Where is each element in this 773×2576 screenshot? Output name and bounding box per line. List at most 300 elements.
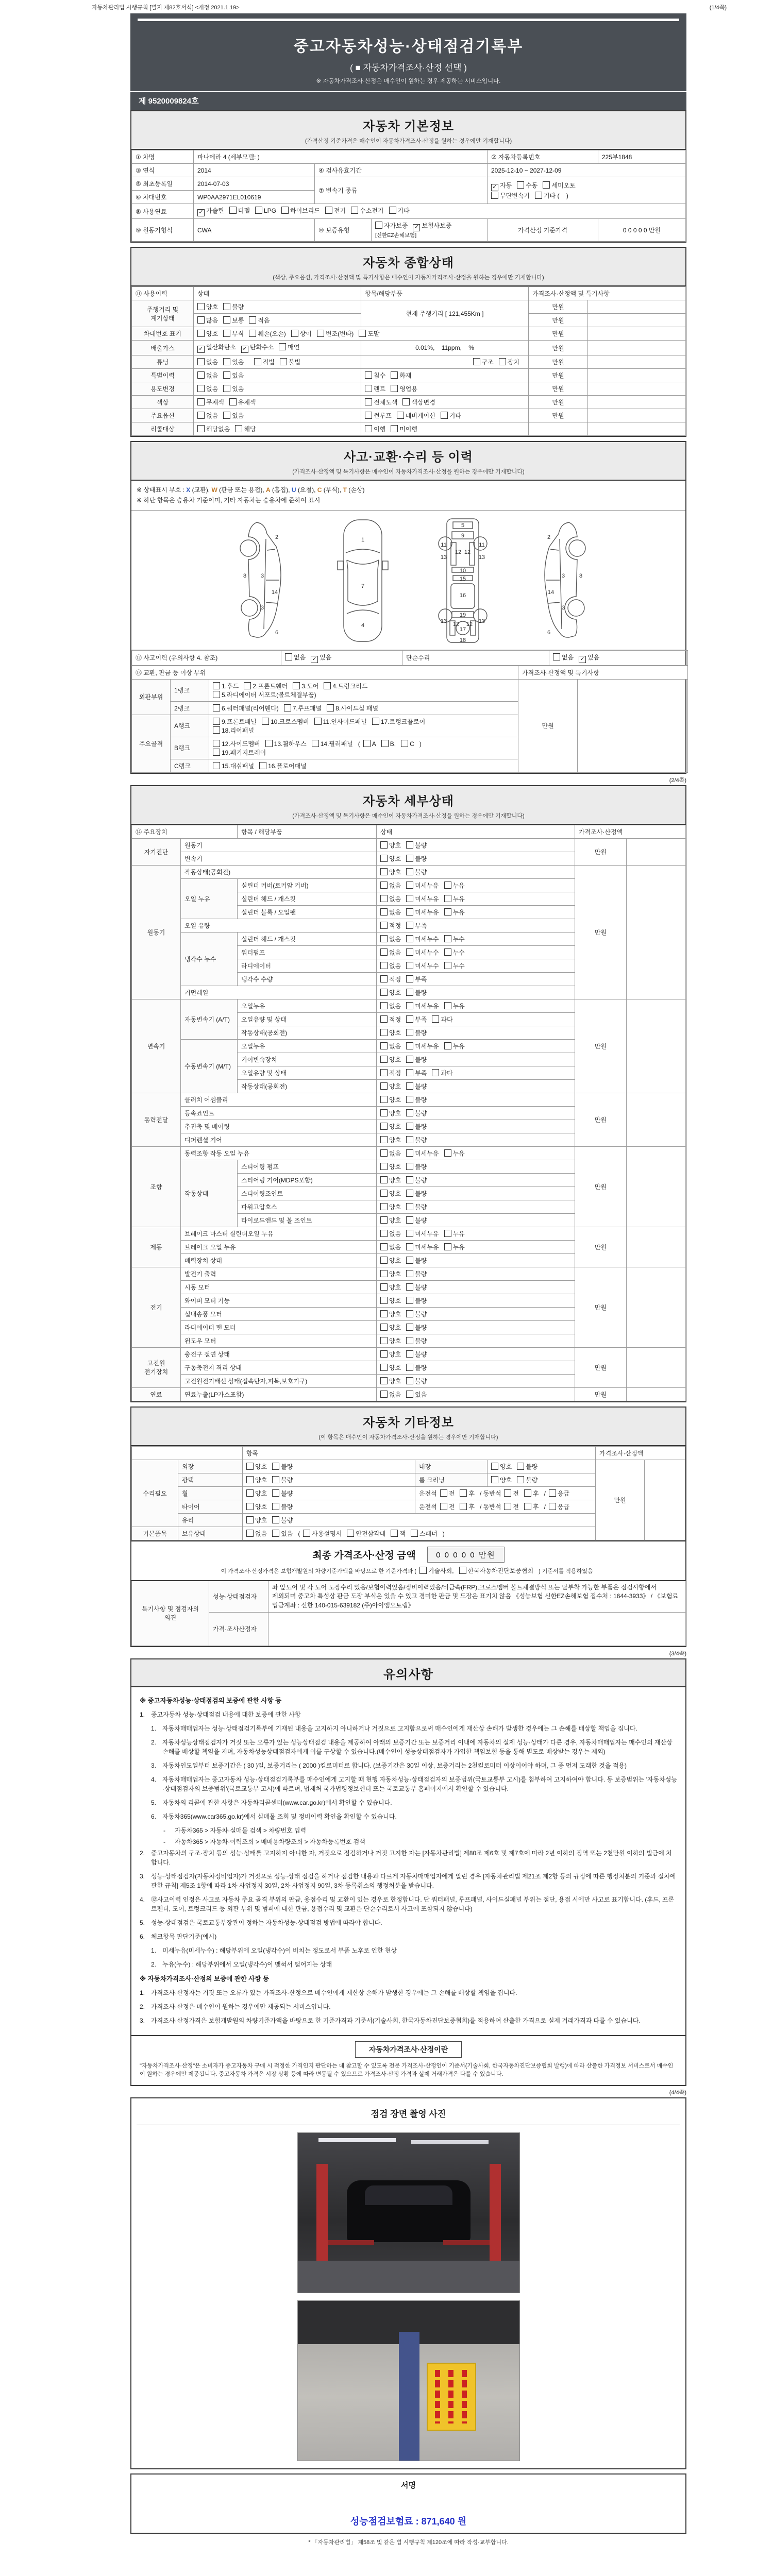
checkbox[interactable] xyxy=(391,425,398,432)
checkbox[interactable] xyxy=(380,1096,388,1103)
checkbox[interactable] xyxy=(406,1002,413,1009)
checkbox[interactable] xyxy=(380,1082,388,1090)
checkbox[interactable] xyxy=(249,330,256,337)
option-label: 자동 xyxy=(500,182,512,189)
checkbox[interactable] xyxy=(380,1230,388,1237)
checkbox[interactable] xyxy=(517,181,524,189)
checkbox[interactable] xyxy=(380,1310,388,1317)
page-indicator-2: (2/4쪽) xyxy=(669,777,686,784)
checkbox[interactable] xyxy=(272,1503,279,1510)
checkbox[interactable] xyxy=(459,1567,466,1574)
option-label: 양호 xyxy=(389,1270,401,1278)
checkbox[interactable] xyxy=(249,316,256,324)
option-label: 16.플로어패널 xyxy=(268,762,307,770)
option xyxy=(365,384,385,393)
checkbox[interactable] xyxy=(401,740,408,747)
checkbox[interactable] xyxy=(444,1243,451,1250)
option xyxy=(406,1015,427,1024)
option-label: 14.필러패널 xyxy=(320,740,353,748)
checkbox[interactable] xyxy=(380,1029,388,1036)
checkbox[interactable] xyxy=(440,1489,447,1497)
checkbox[interactable] xyxy=(325,207,332,214)
option xyxy=(419,1566,454,1575)
checkbox[interactable] xyxy=(380,935,388,942)
checkbox[interactable] xyxy=(397,412,404,419)
checkbox[interactable] xyxy=(380,855,388,862)
cell: 가격조사·산정액 및 특기사항 xyxy=(529,287,686,300)
cell: 만원 xyxy=(529,409,588,422)
checkbox[interactable] xyxy=(444,948,451,956)
checkbox[interactable] xyxy=(223,358,230,365)
checkbox[interactable] xyxy=(213,691,220,698)
checkbox[interactable] xyxy=(363,740,371,747)
option-label: B, xyxy=(390,740,396,748)
checkbox[interactable] xyxy=(380,1324,388,1331)
checkbox[interactable] xyxy=(380,975,388,982)
checkbox[interactable] xyxy=(406,1163,413,1170)
checkbox[interactable] xyxy=(444,1042,451,1049)
checkbox[interactable] xyxy=(303,1530,310,1537)
checkbox[interactable] xyxy=(406,1056,413,1063)
checkbox[interactable]: ✓ xyxy=(197,346,205,353)
checkbox[interactable] xyxy=(375,222,382,229)
option xyxy=(380,868,401,876)
checkbox[interactable] xyxy=(406,841,413,849)
checkbox[interactable] xyxy=(223,371,230,379)
checkbox[interactable] xyxy=(235,425,242,432)
option-label: 불량 xyxy=(281,1516,293,1524)
checkbox[interactable] xyxy=(372,718,379,725)
passenger-car-note: ※ 하단 항목은 승용차 기준이며, 기타 자동차는 승용차에 준하여 표시 xyxy=(137,497,321,504)
checkbox[interactable] xyxy=(380,1203,388,1210)
checkbox[interactable] xyxy=(432,1069,439,1076)
checkbox[interactable] xyxy=(272,1516,279,1523)
cell: 와이퍼 모터 기능 xyxy=(181,1294,377,1307)
checkbox[interactable] xyxy=(197,425,205,432)
checkbox[interactable] xyxy=(197,330,205,337)
checkbox[interactable] xyxy=(380,1109,388,1116)
checkbox[interactable] xyxy=(391,385,398,392)
svg-text:12: 12 xyxy=(466,621,473,628)
checkbox[interactable] xyxy=(380,962,388,969)
checkbox[interactable] xyxy=(365,425,372,432)
checkbox[interactable] xyxy=(246,1463,254,1470)
option xyxy=(262,717,309,726)
checkbox[interactable] xyxy=(380,1190,388,1197)
checkbox[interactable] xyxy=(317,330,324,337)
checkbox[interactable] xyxy=(444,1002,451,1009)
option xyxy=(380,1042,401,1050)
checkbox[interactable] xyxy=(406,1136,413,1143)
checkbox[interactable] xyxy=(549,1489,556,1497)
option xyxy=(380,1229,401,1238)
checkbox[interactable] xyxy=(380,882,388,889)
checkbox[interactable] xyxy=(244,682,251,689)
checkbox[interactable] xyxy=(246,1476,254,1483)
checkbox[interactable] xyxy=(406,1069,413,1076)
checkbox[interactable] xyxy=(406,1176,413,1183)
cell: 오일 유량 xyxy=(181,919,377,932)
option-label: 없음 xyxy=(562,653,574,661)
checkbox[interactable] xyxy=(406,1042,413,1049)
checkbox[interactable] xyxy=(549,1503,556,1510)
checkbox[interactable] xyxy=(406,1297,413,1304)
checkbox[interactable] xyxy=(460,1489,467,1497)
cell: 발전기 출력 xyxy=(181,1267,377,1280)
checkbox[interactable] xyxy=(324,682,331,689)
checkbox[interactable] xyxy=(406,922,413,929)
checkbox[interactable] xyxy=(223,303,230,310)
cell: 룸 크리닝 xyxy=(415,1473,488,1486)
checkbox[interactable] xyxy=(406,1082,413,1090)
checkbox[interactable]: ✓ xyxy=(579,656,586,663)
cell xyxy=(377,878,575,892)
checkbox[interactable] xyxy=(380,1042,388,1049)
checkbox[interactable] xyxy=(380,1015,388,1023)
checkbox[interactable] xyxy=(255,207,262,214)
svg-text:6: 6 xyxy=(547,629,551,636)
checkbox[interactable] xyxy=(406,1350,413,1358)
checkbox[interactable] xyxy=(380,1149,388,1157)
checkbox[interactable] xyxy=(444,935,451,942)
option-label: 불량 xyxy=(281,1463,293,1470)
checkbox[interactable] xyxy=(411,1530,418,1537)
checkbox[interactable] xyxy=(213,726,220,734)
checkbox[interactable] xyxy=(406,1324,413,1331)
checkbox[interactable] xyxy=(432,1015,439,1023)
checkbox[interactable] xyxy=(406,948,413,956)
checkbox[interactable] xyxy=(491,192,498,199)
checkbox[interactable] xyxy=(197,358,205,365)
svg-text:3: 3 xyxy=(260,572,264,579)
checkbox[interactable] xyxy=(380,1136,388,1143)
checkbox[interactable] xyxy=(280,358,287,365)
checkbox[interactable] xyxy=(406,1029,413,1036)
option xyxy=(229,398,256,406)
checkbox[interactable]: ✓ xyxy=(241,346,248,353)
checkbox[interactable] xyxy=(314,718,322,725)
option-label: 없음 xyxy=(206,385,219,393)
checkbox[interactable]: ✓ xyxy=(311,656,318,663)
checkbox[interactable] xyxy=(406,1310,413,1317)
option-label: 기술사회, xyxy=(428,1567,454,1574)
checkbox[interactable] xyxy=(444,1149,451,1157)
checkbox[interactable] xyxy=(380,1377,388,1384)
checkbox[interactable] xyxy=(380,1270,388,1277)
checkbox[interactable] xyxy=(406,1243,413,1250)
checkbox[interactable] xyxy=(406,1391,413,1398)
checkbox[interactable] xyxy=(380,1257,388,1264)
checkbox[interactable] xyxy=(380,1337,388,1344)
checkbox[interactable] xyxy=(391,371,398,379)
checkbox[interactable] xyxy=(380,1163,388,1170)
option xyxy=(380,1162,401,1171)
checkbox[interactable] xyxy=(460,1503,467,1510)
checkbox[interactable] xyxy=(272,1530,279,1537)
option-label: 기타 xyxy=(449,412,461,419)
legend-code: (손상) xyxy=(346,486,365,494)
checkbox[interactable] xyxy=(406,1096,413,1103)
checkbox[interactable] xyxy=(499,358,506,365)
checkbox[interactable] xyxy=(406,1337,413,1344)
checkbox[interactable] xyxy=(406,1270,413,1277)
checkbox[interactable] xyxy=(444,882,451,889)
checkbox[interactable] xyxy=(440,1503,447,1510)
checkbox[interactable] xyxy=(359,330,366,337)
checkbox[interactable]: ✓ xyxy=(413,224,420,231)
checkbox[interactable] xyxy=(553,653,560,660)
checkbox[interactable] xyxy=(223,385,230,392)
checkbox[interactable] xyxy=(535,192,542,199)
option xyxy=(406,1202,427,1211)
checkbox[interactable] xyxy=(380,1069,388,1076)
option-label: 미세누유 xyxy=(415,1230,439,1238)
checkbox[interactable]: ✓ xyxy=(197,209,205,216)
checkbox[interactable] xyxy=(406,1216,413,1224)
checkbox[interactable] xyxy=(246,1530,254,1537)
checkbox[interactable] xyxy=(517,1476,524,1483)
checkbox[interactable] xyxy=(365,385,372,392)
cell xyxy=(377,1039,575,1053)
final-price-note xyxy=(137,1566,680,1575)
checkbox[interactable] xyxy=(197,412,205,419)
checkbox[interactable] xyxy=(380,989,388,996)
checkbox[interactable] xyxy=(406,989,413,996)
checkbox[interactable] xyxy=(380,1350,388,1358)
cell xyxy=(588,382,686,396)
option xyxy=(444,961,465,970)
checkbox[interactable] xyxy=(444,895,451,902)
checkbox[interactable] xyxy=(380,1056,388,1063)
checkbox[interactable] xyxy=(406,1283,413,1291)
checkbox[interactable] xyxy=(197,371,205,379)
checkbox[interactable] xyxy=(391,1530,398,1537)
checkbox[interactable] xyxy=(380,908,388,916)
checkbox[interactable] xyxy=(380,1364,388,1371)
option-label: 불량 xyxy=(415,1283,427,1291)
checkbox[interactable] xyxy=(441,412,448,419)
checkbox[interactable] xyxy=(406,962,413,969)
option-label: 불량 xyxy=(415,1350,427,1358)
option xyxy=(406,1028,427,1037)
cell: 2014 xyxy=(194,164,315,177)
checkbox[interactable] xyxy=(380,1123,388,1130)
option xyxy=(406,894,439,903)
option-label: 없음 xyxy=(389,935,401,943)
option-label: 불량 xyxy=(415,1163,427,1171)
checkbox[interactable] xyxy=(406,882,413,889)
checkbox[interactable] xyxy=(419,1567,427,1574)
checkbox[interactable] xyxy=(246,1503,254,1510)
checkbox[interactable] xyxy=(279,343,286,350)
checkbox[interactable] xyxy=(272,1489,279,1497)
checkbox[interactable] xyxy=(406,975,413,982)
checkbox[interactable] xyxy=(380,841,388,849)
checkbox[interactable] xyxy=(380,948,388,956)
cell: 주요골격 xyxy=(132,715,171,772)
checkbox[interactable] xyxy=(491,1463,498,1470)
checkbox[interactable] xyxy=(213,762,220,769)
checkbox[interactable] xyxy=(312,740,319,747)
cell xyxy=(588,369,686,382)
checkbox[interactable] xyxy=(213,749,220,756)
checkbox[interactable] xyxy=(347,1530,354,1537)
checkbox[interactable] xyxy=(517,1463,524,1470)
checkbox[interactable] xyxy=(504,1489,511,1497)
checkbox[interactable] xyxy=(406,1149,413,1157)
option-label: 전 xyxy=(448,1489,455,1497)
svg-text:12: 12 xyxy=(464,549,471,555)
footer-law-note: * 「자동차관리법」 제58조 및 같은 법 시행규칙 제120조에 따라 작성·교부합니다. xyxy=(308,2539,509,2546)
option-label: 양호 xyxy=(389,1096,401,1104)
section-overall-state xyxy=(130,247,686,437)
checkbox[interactable] xyxy=(406,1123,413,1130)
checkbox[interactable] xyxy=(327,704,334,711)
option xyxy=(197,302,218,311)
checkbox[interactable] xyxy=(406,1203,413,1210)
option-label: 양호 xyxy=(389,1203,401,1211)
checkbox[interactable] xyxy=(543,181,550,189)
option-label: 무단변속기 xyxy=(500,192,530,199)
checkbox[interactable] xyxy=(272,1463,279,1470)
checkbox[interactable] xyxy=(406,935,413,942)
checkbox[interactable] xyxy=(406,1364,413,1371)
car-side-view xyxy=(529,516,596,645)
checkbox[interactable] xyxy=(213,718,220,725)
checkbox[interactable] xyxy=(213,740,220,747)
checkbox[interactable] xyxy=(213,682,220,689)
checkbox[interactable] xyxy=(351,207,358,214)
checkbox[interactable] xyxy=(406,1109,413,1116)
checkbox[interactable] xyxy=(223,316,230,324)
checkbox[interactable] xyxy=(281,207,289,214)
basic-info-note: (가격산정 기준가격은 매수인이 자동차가격조사·산정을 원하는 경우에만 기재합니다) xyxy=(305,138,512,144)
option xyxy=(272,1502,293,1511)
checkbox[interactable] xyxy=(402,398,410,405)
checkbox[interactable] xyxy=(197,316,205,324)
option xyxy=(246,1529,267,1538)
option-label: 색상변경 xyxy=(411,399,435,406)
option-label: 누수 xyxy=(452,948,465,956)
option xyxy=(380,921,401,930)
checkbox[interactable] xyxy=(213,704,220,711)
option-label: 5.라디에이터 서포트(볼트체결부품) xyxy=(222,691,316,699)
checkbox[interactable] xyxy=(380,1176,388,1183)
section-detail-state xyxy=(130,785,686,1402)
checkbox[interactable] xyxy=(284,704,291,711)
checkbox[interactable] xyxy=(406,855,413,862)
cell xyxy=(377,905,575,919)
cell: 광택 xyxy=(178,1473,243,1486)
checkbox[interactable] xyxy=(444,962,451,969)
checkbox[interactable] xyxy=(246,1489,254,1497)
checkbox[interactable] xyxy=(406,1015,413,1023)
cell: 기본품목 xyxy=(132,1527,178,1540)
checkbox[interactable] xyxy=(380,1391,388,1398)
cell: ⑬ 교환, 판금 등 이상 부위 xyxy=(132,666,518,679)
checkbox[interactable] xyxy=(389,207,396,214)
checkbox[interactable] xyxy=(491,1476,498,1483)
checkbox[interactable] xyxy=(246,1516,254,1523)
checkbox[interactable] xyxy=(380,1243,388,1250)
checkbox[interactable] xyxy=(259,762,266,769)
checkbox[interactable] xyxy=(262,718,269,725)
checkbox[interactable] xyxy=(229,398,237,405)
checkbox[interactable] xyxy=(380,922,388,929)
checkbox[interactable] xyxy=(223,330,230,337)
checkbox[interactable] xyxy=(381,740,389,747)
checkbox[interactable] xyxy=(444,1230,451,1237)
cell xyxy=(209,759,518,772)
option-label: 미세누수 xyxy=(415,935,439,943)
checkbox[interactable] xyxy=(406,895,413,902)
checkbox[interactable] xyxy=(229,207,237,214)
option xyxy=(223,316,244,325)
option xyxy=(391,384,417,393)
checkbox[interactable] xyxy=(444,908,451,916)
cell: 제동 xyxy=(132,1227,181,1267)
cell: 오일 누유 xyxy=(181,878,238,919)
checkbox[interactable] xyxy=(524,1489,531,1497)
checkbox[interactable] xyxy=(380,1216,388,1224)
cell: 튜닝 xyxy=(132,355,194,369)
checkbox[interactable] xyxy=(265,740,273,747)
checkbox[interactable] xyxy=(406,1257,413,1264)
cell xyxy=(194,314,361,327)
checkbox[interactable] xyxy=(285,653,292,660)
checkbox[interactable] xyxy=(406,868,413,875)
text: [신한EZ손해보험] xyxy=(375,232,417,239)
checkbox[interactable] xyxy=(406,1377,413,1384)
detail-state-note: (가격조사·산정액 및 특기사항은 매수인이 자동차가격조사·산정을 원하는 경우에만 기재합니다) xyxy=(292,812,525,819)
checkbox[interactable] xyxy=(380,868,388,875)
checkbox[interactable] xyxy=(365,398,372,405)
checkbox[interactable] xyxy=(293,682,300,689)
checkbox[interactable] xyxy=(380,895,388,902)
checkbox[interactable] xyxy=(380,1283,388,1291)
checkbox[interactable] xyxy=(272,1476,279,1483)
checkbox[interactable] xyxy=(406,908,413,916)
option-label: 없음 xyxy=(389,1391,401,1398)
checkbox[interactable] xyxy=(504,1503,511,1510)
checkbox[interactable] xyxy=(524,1503,531,1510)
checkbox[interactable] xyxy=(223,412,230,419)
option xyxy=(223,358,244,366)
option xyxy=(380,1202,401,1211)
option xyxy=(459,1566,534,1575)
checkbox[interactable] xyxy=(254,358,261,365)
checkbox[interactable] xyxy=(365,412,372,419)
checkbox[interactable] xyxy=(406,1190,413,1197)
checkbox[interactable] xyxy=(197,303,205,310)
option-label: 누유 xyxy=(452,1149,465,1157)
checkbox[interactable] xyxy=(380,1297,388,1304)
checkbox[interactable]: ✓ xyxy=(491,184,498,191)
checkbox[interactable] xyxy=(291,330,298,337)
checkbox[interactable] xyxy=(380,1002,388,1009)
checkbox[interactable] xyxy=(473,358,480,365)
text: / xyxy=(544,1489,546,1497)
checkbox[interactable] xyxy=(197,398,205,405)
option-label: 부식 xyxy=(232,330,244,337)
cell xyxy=(588,300,686,314)
checkbox[interactable] xyxy=(406,1230,413,1237)
checkbox[interactable] xyxy=(197,385,205,392)
option xyxy=(259,761,307,770)
option xyxy=(197,329,218,338)
cell: 작동상태(공회전) xyxy=(238,1026,377,1039)
checkbox[interactable] xyxy=(365,371,372,379)
